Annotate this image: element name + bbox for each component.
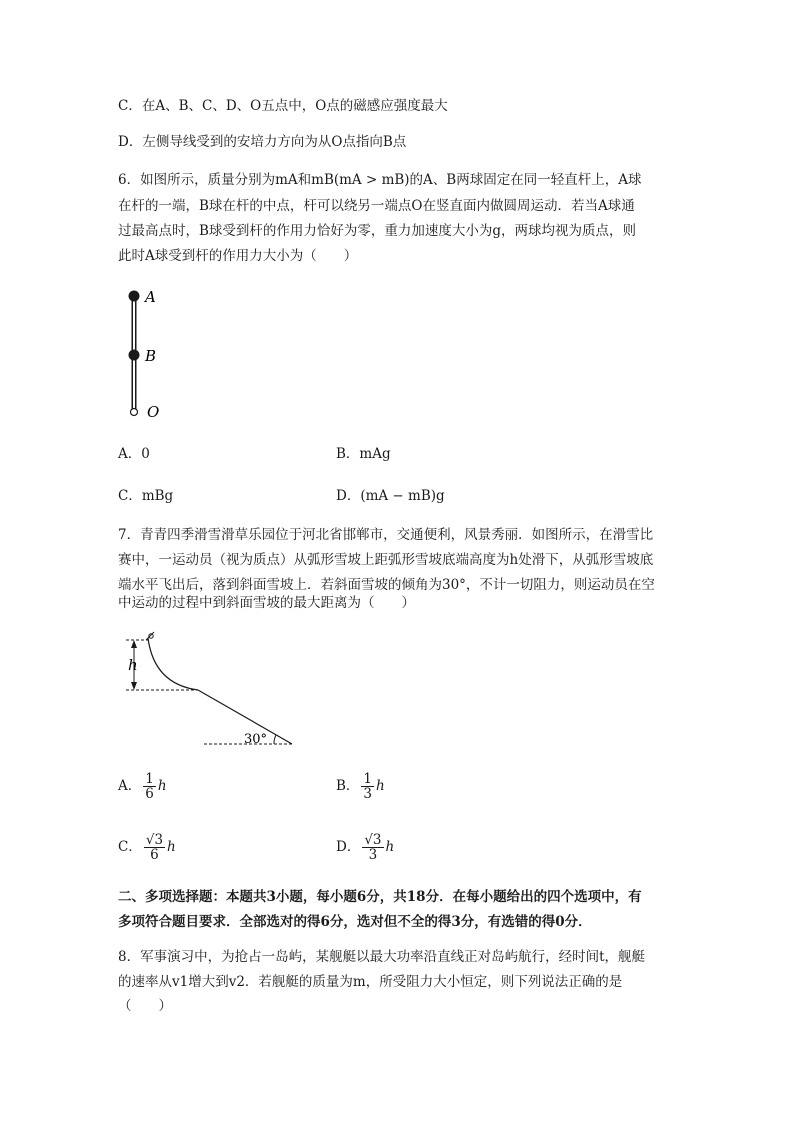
q6-option-d: D．(mA − mB)g [336,488,445,504]
q8-stem-line2: 的速率从v1增大到v2．若舰艇的质量为m，所受阻力大小恒定，则下列说法正确的是 [118,974,623,990]
q7-option-d-var: h [385,839,395,855]
q6-stem-line1: 6．如图所示，质量分别为mA和mB(mA > mB)的A、B两球固定在同一轻直杆上，A球 [118,172,642,188]
height-arrow-top [131,640,137,648]
q7-option-a-var: h [157,778,167,794]
label-a: A [145,288,156,306]
q7-option-c-fraction [144,833,165,862]
frac-denominator: 6 [150,847,159,863]
q7-option-c-prefix: C． [118,839,142,855]
q5-option-d: D．左侧导线受到的安培力方向为从O点指向B点 [118,134,407,150]
q7-stem-line4: 中运动的过程中到斜面雪坡的最大距离为（ ） [118,595,415,611]
frac-numerator: 1 [145,771,154,787]
q7-option-c [118,833,176,862]
ball-a [129,291,140,302]
frac-numerator: √3 [145,832,164,848]
frac-denominator: 6 [145,786,154,802]
q7-option-d-fraction [362,833,383,862]
q7-option-c-var: h [167,839,176,855]
frac-numerator: √3 [364,832,382,848]
curved-ramp [148,638,198,690]
pivot-o [131,409,138,416]
q7-stem-line2: 赛中，一运动员（视为质点）从弧形雪坡上距弧形雪坡底端高度为h处滑下，从弧形雪坡底 [118,552,654,568]
section2-heading-line1: 二、多项选择题：本题共3小题，每小题6分，共18分．在每小题给出的四个选项中，有 [118,889,642,905]
frac-denominator: 3 [363,786,373,802]
section2-heading-line2: 多项符合题目要求．全部选对的得6分，选对但不全的得3分，有选错的得0分． [118,914,592,930]
q7-option-b [336,772,385,801]
q6-stem-line3: 过最高点时，B球受到杆的作用力恰好为零，重力加速度大小为g，两球均视为质点，则 [118,223,637,239]
q7-option-a-prefix: A． [118,778,142,794]
q7-option-b-var: h [376,778,385,794]
q6-option-a: A．0 [118,446,150,462]
height-arrow-bottom [131,682,137,690]
label-h: h [128,656,138,674]
q6-option-b: B．mAg [336,446,391,462]
q6-option-c: C．mBg [118,488,174,504]
ball-b [129,350,140,361]
label-b: B [145,347,157,365]
label-o: O [147,403,160,421]
q7-stem-line1: 7．青青四季滑雪滑草乐园位于河北省邯郸市，交通便利，风景秀丽．如图所示，在滑雪比 [118,527,654,543]
q8-stem-line3: （ ） [118,998,172,1014]
q7-option-b-prefix: B． [336,778,360,794]
frac-denominator: 3 [368,847,378,863]
q7-stem-line3: 端水平飞出后，落到斜面雪坡上．若斜面雪坡的倾角为30°，不计一切阻力，则运动员在空 [118,577,655,593]
q7-slope-figure [118,628,308,753]
q7-option-a [118,772,167,801]
q5-option-c: C．在A、B、C、D、O五点中，O点的磁感应强度最大 [118,98,448,114]
q7-option-d-prefix: D． [336,839,361,855]
q8-stem-line1: 8．军事演习中，为抢占一岛屿，某舰艇以最大功率沿直线正对岛屿航行，经时间t，舰艇 [118,949,646,965]
q6-stem-line4: 此时A球受到杆的作用力大小为（ ） [118,248,358,264]
q6-rod-figure [118,282,188,422]
angle-arc [274,735,276,744]
frac-numerator: 1 [363,771,373,787]
q6-stem-line2: 在杆的一端，B球在杆的中点，杆可以绕另一端点O在竖直面内做圆周运动．若当A球通 [118,198,635,214]
q7-option-a-fraction [143,772,156,801]
label-angle: 30° [244,732,268,747]
q7-option-d [336,833,394,862]
q7-option-b-fraction [361,772,374,801]
